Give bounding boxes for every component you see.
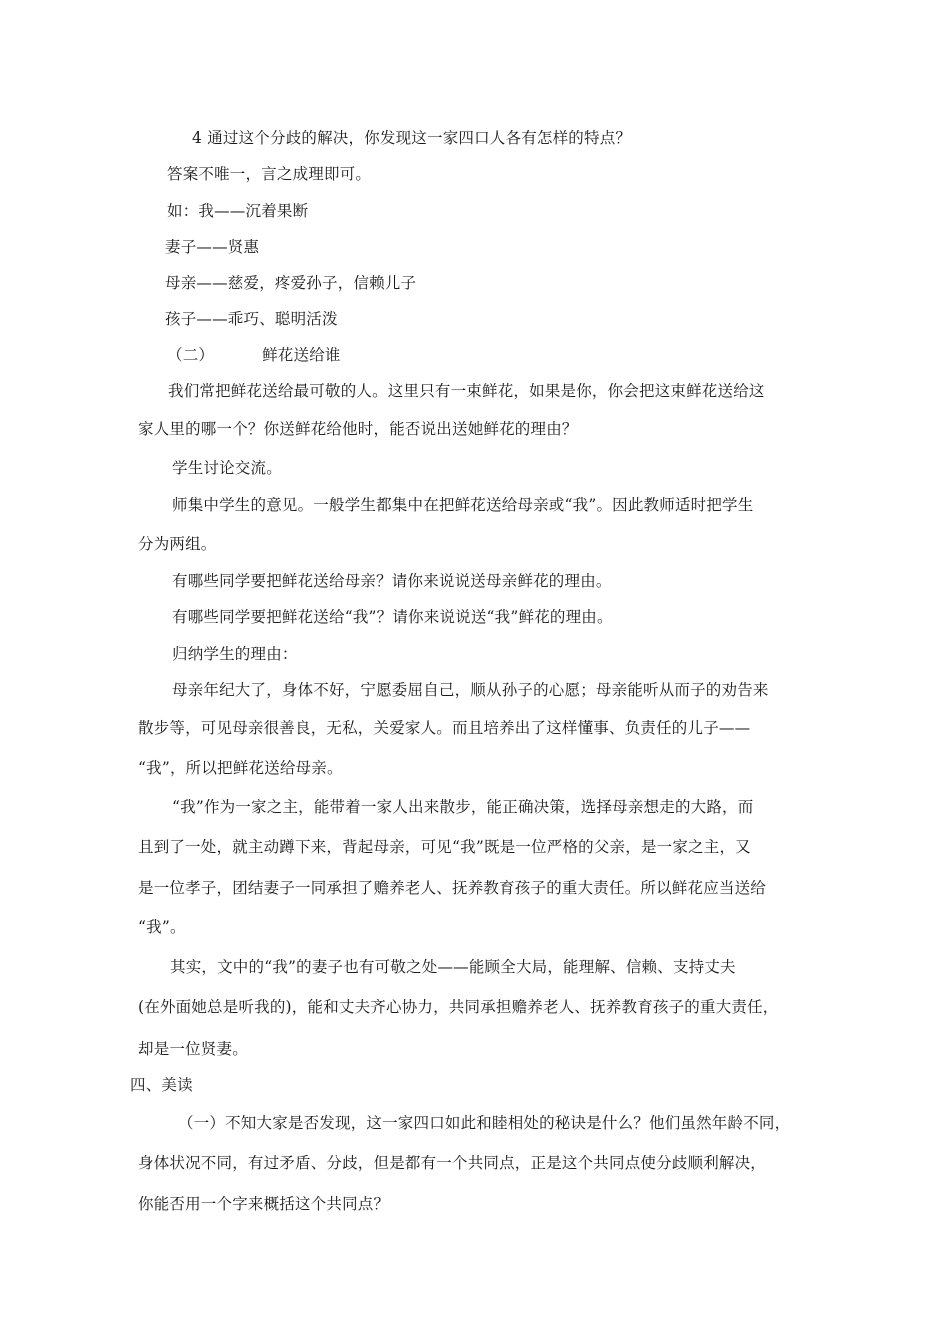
question-4: 4 通过这个分歧的解决，你发现这一家四口人各有怎样的特点？	[192, 129, 632, 147]
section-heading-2	[167, 345, 341, 365]
trait-wife: 妻子——贤惠	[165, 238, 260, 256]
paragraph-line: “我”。	[138, 918, 186, 936]
paragraph-line: 且到了一处，就主动蹲下来，背起母亲，可见“我”既是一位严格的父亲，是一家之主，又	[138, 838, 751, 856]
answer-note: 答案不唯一，言之成理即可。	[167, 165, 372, 183]
paragraph-line: 你能否用一个字来概括这个共同点？	[138, 1195, 390, 1213]
paragraph-line: 却是一位贤妻。	[138, 1040, 248, 1058]
paragraph-line: “我”作为一家之主，能带着一家人出来散步，能正确决策，选择母亲想走的大路，而	[172, 798, 754, 816]
paragraph-line: 归纳学生的理由：	[172, 645, 298, 663]
paragraph-line: 散步等，可见母亲很善良，无私，关爱家人。而且培养出了这样懂事、负责任的儿子——	[138, 719, 751, 737]
trait-child: 孩子——乖巧、聪明活泼	[165, 310, 338, 328]
trait-mother: 母亲——慈爱，疼爱孙子，信赖儿子	[165, 274, 417, 292]
paragraph-line: 有哪些同学要把鲜花送给母亲？请你来说说送母亲鲜花的理由。	[172, 572, 612, 590]
section-heading-4: 四、美读	[130, 1076, 193, 1094]
trait-me: 如：我——沉着果断	[167, 202, 309, 220]
paragraph-line: 师集中学生的意见。一般学生都集中在把鲜花送给母亲或“我”。因此教师适时把学生	[172, 496, 754, 514]
paragraph-line: “我”，所以把鲜花送给母亲。	[138, 759, 343, 777]
paragraph-line: 家人里的哪一个？你送鲜花给他时，能否说出送她鲜花的理由？	[138, 420, 578, 438]
paragraph-line: 分为两组。	[138, 535, 217, 553]
paragraph-line: 我们常把鲜花送给最可敬的人。这里只有一束鲜花，如果是你，你会把这束鲜花送给这	[168, 382, 765, 400]
paragraph-line: 是一位孝子，团结妻子一同承担了赡养老人、抚养教育孩子的重大责任。所以鲜花应当送给	[138, 879, 767, 897]
paragraph-line: (在外面她总是听我的)，能和丈夫齐心协力，共同承担赡养老人、抚养教育孩子的重大责任，	[138, 998, 779, 1016]
paragraph-line: 身体状况不同，有过矛盾、分歧，但是都有一个共同点，正是这个共同点使分歧顺利解决，	[138, 1154, 767, 1172]
paragraph-line: 有哪些同学要把鲜花送给“我”？请你来说说送“我”鲜花的理由。	[172, 608, 613, 626]
paragraph-line: 学生讨论交流。	[172, 459, 282, 477]
section-number: （二）	[167, 346, 215, 364]
paragraph-line: 其实，文中的“我”的妻子也有可敬之处——能顾全大局，能理解、信赖、支持丈夫	[170, 958, 736, 976]
paragraph-line: 母亲年纪大了，身体不好，宁愿委屈自己，顺从孙子的心愿；母亲能听从而子的劝告来	[172, 681, 769, 699]
section-title: 鲜花送给谁	[262, 346, 341, 364]
paragraph-line: （一）不知大家是否发现，这一家四口如此和睦相处的秘诀是什么？他们虽然年龄不同，	[178, 1114, 791, 1132]
